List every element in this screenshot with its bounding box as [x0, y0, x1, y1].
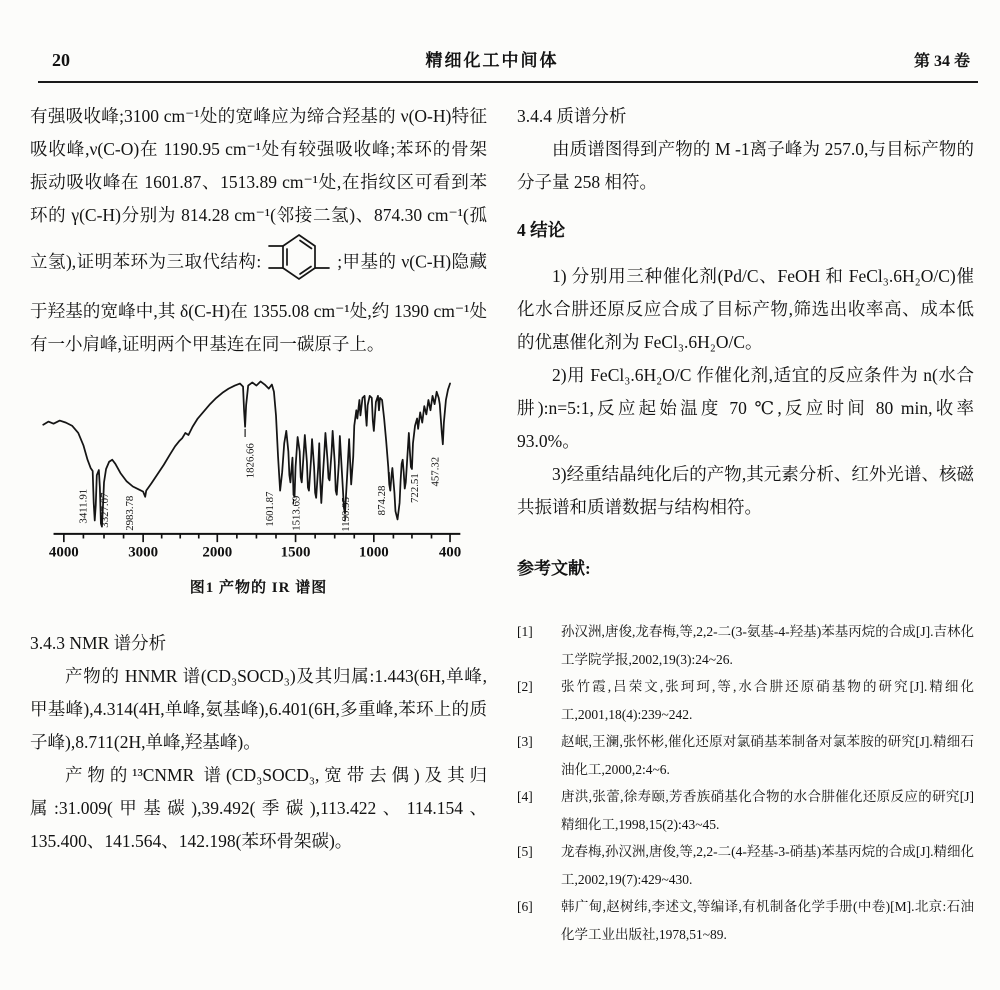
reference-number: [1]: [517, 624, 533, 639]
two-column-body: [0, 83, 1000, 948]
peak-label: 722.51: [408, 473, 421, 503]
conclusion-item-2: 2)用 FeCl₃.6H₂O/C 作催化剂,适宜的反应条件为 n(水合肼):n=5:1,反应起始温度 70 ℃,反应时间 80 min,收率 93.0%。: [517, 365, 974, 451]
peak-label: 3411.91: [76, 488, 89, 524]
page-number: 20: [52, 50, 70, 70]
figure-ir-spectrum: [30, 369, 487, 597]
benzene-ring-structure-icon: [267, 232, 331, 295]
peak-label: 1190.95: [339, 497, 352, 532]
ir-paragraph-text-1: 有强吸收峰;3100 cm⁻¹处的宽峰应为缔合羟基的 ν(O-H)特征吸收峰,ν(C-O)在 1190.95 cm⁻¹处有较强吸收峰;苯环的骨架振动吸收峰在 1601.87、1513.89 cm⁻¹处,在指纹区可看到苯环的 γ(C-H)分别为 814.28 cm⁻¹(邻接二氢)、874.30 cm⁻¹(孤立氢),证明苯环为三取代结构:: [30, 106, 487, 272]
reference-item: [517, 893, 974, 948]
peak-label: 1513.69: [290, 495, 303, 531]
reference-number: [2]: [517, 679, 533, 694]
reference-item: [517, 783, 974, 838]
reference-number: [4]: [517, 789, 533, 804]
reference-text: 唐洪,张蕾,徐寿颐,芳香族硝基化合物的水合肼催化还原反应的研究[J]精细化工,1998,15(2):43~45.: [561, 789, 974, 832]
x-tick-label: 1000: [358, 544, 389, 561]
peak-label: 3327.07: [98, 492, 111, 528]
reference-text: 龙春梅,孙汉洲,唐俊,等,2,2-二(4-羟基-3-硝基)苯基丙烷的合成[J].精细化工,2002,19(7):429~430.: [561, 844, 974, 887]
ir-analysis-paragraph: [30, 100, 487, 361]
ir-spectrum-chart: [35, 369, 483, 570]
ir-paragraph-text-2: ;甲基的 ν(C-H)隐藏于羟基的宽峰中,其 δ(C-H)在 1355.08 cm⁻¹处,约 1390 cm⁻¹处有一小肩峰,证明两个甲基连在同一碳原子上。: [30, 251, 487, 354]
section-heading-344: 3.4.4 质谱分析: [517, 106, 627, 126]
volume-label: 第 34 卷: [913, 53, 970, 70]
reference-number: [3]: [517, 734, 533, 749]
conclusion-item-3: 3)经重结晶纯化后的产物,其元素分析、红外光谱、核磁共振谱和质谱数据与结构相符。: [517, 464, 974, 517]
reference-item: [517, 838, 974, 893]
reference-number: [6]: [517, 899, 533, 914]
references-heading: 参考文献:: [517, 559, 591, 578]
x-tick-label: 4000: [48, 544, 79, 561]
reference-number: [5]: [517, 844, 533, 859]
reference-item: [517, 728, 974, 783]
reference-text: 孙汉洲,唐俊,龙春梅,等,2,2-二(3-氨基-4-羟基)苯基丙烷的合成[J].吉林化工学院学报,2002,19(3):24~26.: [561, 624, 974, 667]
peak-label: 1826.66: [243, 443, 256, 479]
cnmr-paragraph: 产物的¹³CNMR 谱(CD₃SOCD₃,宽带去偶)及其归属:31.009(甲基碳),39.492(季碳),113.422、114.154、135.400、141.564、142.198(苯环骨架碳)。: [30, 765, 487, 851]
reference-text: 韩广甸,赵树纬,李述文,等编译,有机制备化学手册(中卷)[M].北京:石油化学工业出版社,1978,51~89.: [561, 899, 974, 942]
reference-item: [517, 618, 974, 673]
x-tick-label: 400: [438, 544, 461, 561]
references-list: [517, 618, 974, 948]
reference-text: 张竹霞,吕荣文,张珂珂,等,水合肼还原硝基物的研究[J].精细化工,2001,18(4):239~242.: [561, 679, 974, 722]
page-header: [38, 0, 978, 83]
right-column: [517, 100, 974, 948]
peak-label: 1601.87: [263, 491, 276, 527]
peak-label: 874.28: [375, 485, 388, 516]
x-tick-label: 3000: [127, 544, 158, 561]
ms-paragraph: 由质谱图得到产物的 M -1离子峰为 257.0,与目标产物的分子量 258 相符。: [517, 139, 974, 192]
left-column: [30, 100, 487, 948]
x-tick-label: 1500: [280, 544, 310, 561]
conclusion-item-1: 1) 分别用三种催化剂(Pd/C、FeOH 和 FeCl₃.6H₂O/C)催化水合肼还原反应合成了目标产物,筛选出收率高、成本低的优惠催化剂为 FeCl₃.6H₂O/C。: [517, 266, 974, 352]
hnmr-paragraph: 产物的 HNMR 谱(CD₃SOCD₃)及其归属:1.443(6H,单峰,甲基峰),4.314(4H,单峰,氨基峰),6.401(6H,多重峰,苯环上的质子峰),8.711(2H,单峰,羟基峰)。: [30, 666, 487, 752]
section-heading-343: 3.4.3 NMR 谱分析: [30, 633, 167, 653]
x-tick-label: 2000: [201, 544, 232, 561]
figure-caption: 图1 产物的 IR 谱图: [189, 580, 328, 596]
reference-text: 赵岷,王澜,张怀彬,催化还原对氯硝基苯制备对氯苯胺的研究[J].精细石油化工,2000,2:4~6.: [561, 734, 974, 777]
journal-title: 精细化工中间体: [425, 51, 559, 70]
reference-item: [517, 673, 974, 728]
peak-label: 2983.78: [123, 495, 136, 531]
section-heading-4: 4 结论: [517, 220, 566, 240]
peak-label: 457.32: [429, 456, 442, 487]
